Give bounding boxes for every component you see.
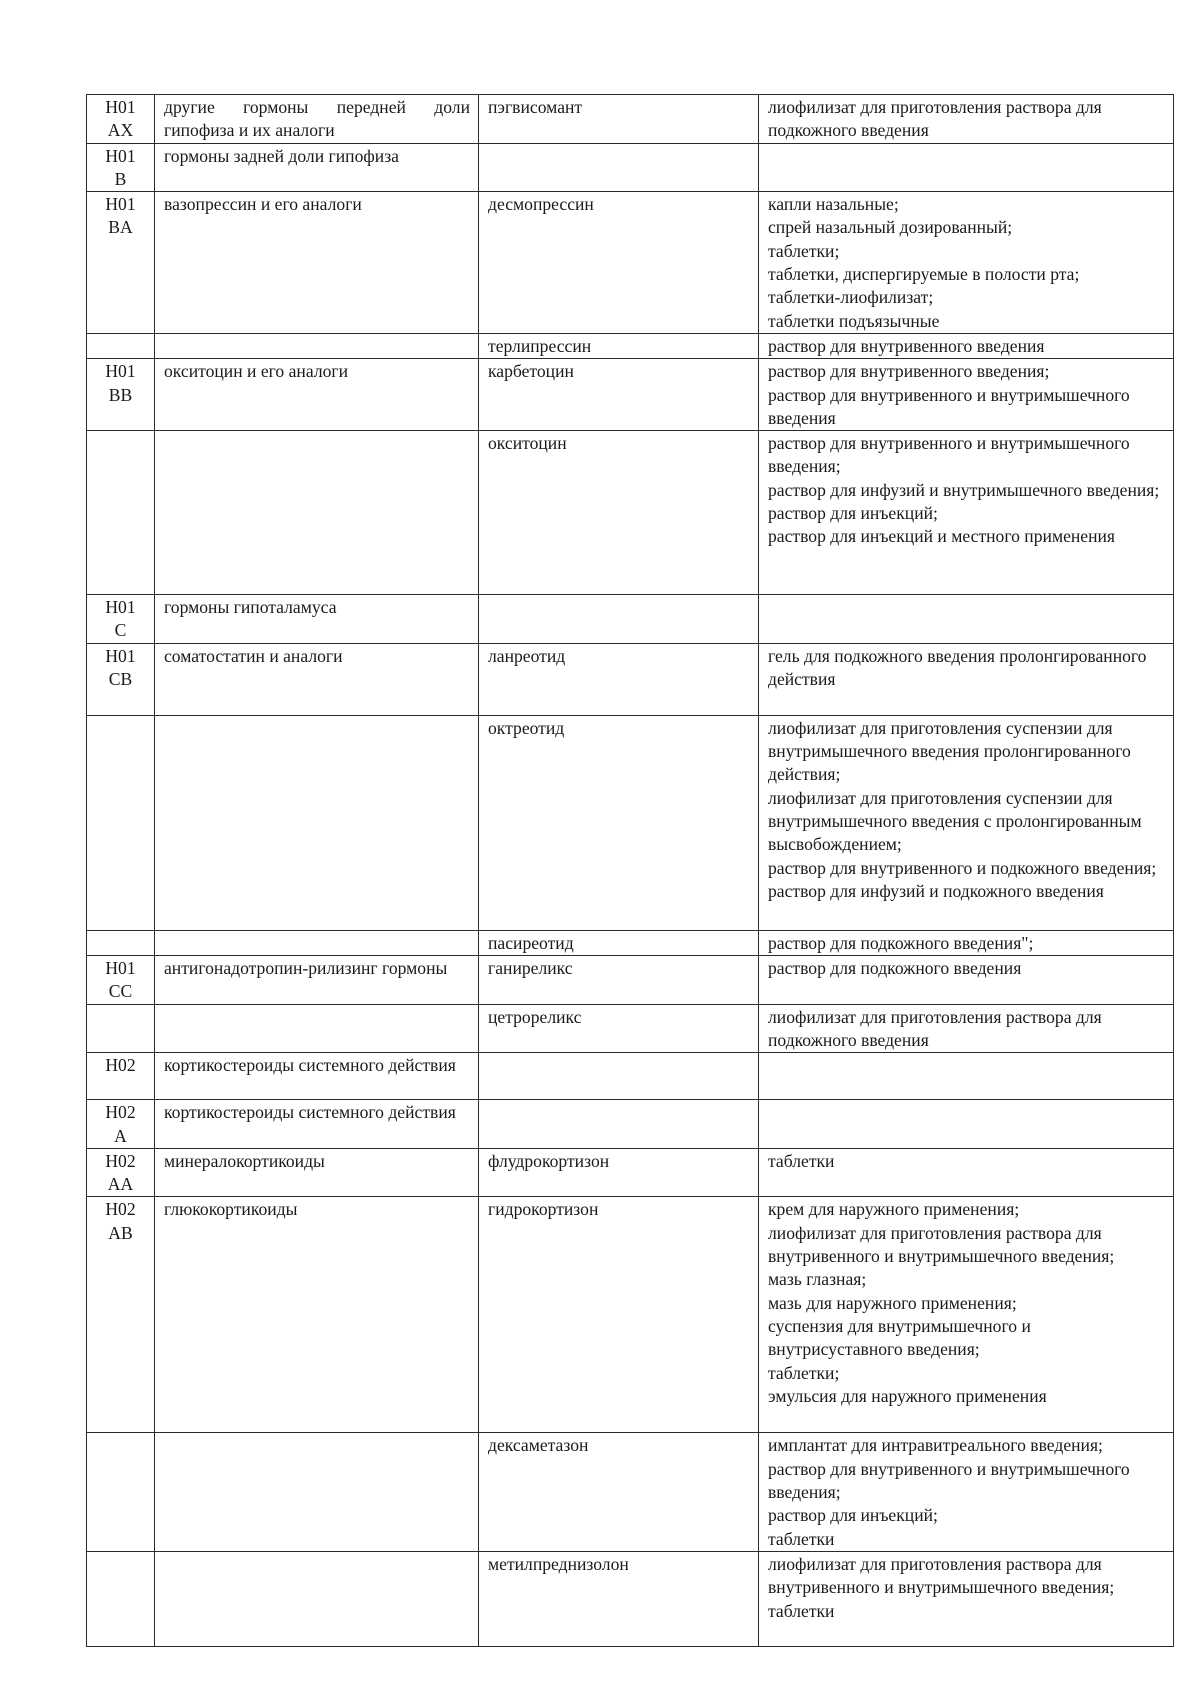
group-name-cell: соматостатин и аналоги: [155, 643, 479, 715]
dosage-forms-cell: [759, 1053, 1174, 1100]
dosage-forms-cell: лиофилизат для приготовления раствора для подкожного введения: [759, 95, 1174, 144]
table-row: [87, 715, 1174, 930]
dosage-forms-cell: раствор для внутривенного и внутримышечного введения; раствор для инфузий и внутримышечного введения; раствор для инъекций; раствор для инъекций и местного применения: [759, 431, 1174, 595]
atc-code-cell: H01 BA: [87, 192, 155, 334]
dosage-forms-cell: раствор для внутривенного введения; раствор для внутривенного и внутримышечного введения: [759, 359, 1174, 431]
group-name-cell: [155, 1004, 479, 1053]
table-row: [87, 333, 1174, 358]
table-row: [87, 643, 1174, 715]
table-row: [87, 1004, 1174, 1053]
table-row: [87, 930, 1174, 955]
drug-name-cell: [479, 143, 759, 192]
group-name-cell: [155, 1551, 479, 1646]
dosage-forms-cell: лиофилизат для приготовления суспензии для внутримышечного введения пролонгированного действия; лиофилизат для приготовления суспензии для внутримышечного введения с пролонгированным высвобождением; раствор для внутривенного и подкожного введения; раствор для инфузий и подкожного введения: [759, 715, 1174, 930]
dosage-forms-cell: крем для наружного применения; лиофилизат для приготовления раствора для внутривенного и внутримышечного введения; мазь глазная; мазь для наружного применения; суспензия для внутримышечного и внутрисуставного введения; таблетки; эмульсия для наружного применения: [759, 1197, 1174, 1433]
dosage-forms-cell: [759, 595, 1174, 644]
atc-code-cell: H01 B: [87, 143, 155, 192]
group-name-cell: кортикостероиды системного действия: [155, 1053, 479, 1100]
drug-name-cell: [479, 1100, 759, 1149]
dosage-forms-cell: лиофилизат для приготовления раствора для внутривенного и внутримышечного введения; таблетки: [759, 1551, 1174, 1646]
group-name-cell: кортикостероиды системного действия: [155, 1100, 479, 1149]
table-row: [87, 1551, 1174, 1646]
atc-code-cell: H02 A: [87, 1100, 155, 1149]
table-body: [87, 95, 1174, 1647]
atc-code-cell: [87, 1433, 155, 1551]
table-row: [87, 1433, 1174, 1551]
dosage-forms-cell: имплантат для интравитреального введения; раствор для внутривенного и внутримышечного введения; раствор для инъекций; таблетки: [759, 1433, 1174, 1551]
dosage-forms-cell: гель для подкожного введения пролонгированного действия: [759, 643, 1174, 715]
dosage-forms-cell: раствор для подкожного введения";: [759, 930, 1174, 955]
drug-name-cell: октреотид: [479, 715, 759, 930]
group-name-cell: другие гормоны передней доли гипофиза и их аналоги: [155, 95, 479, 144]
drug-name-cell: дексаметазон: [479, 1433, 759, 1551]
dosage-forms-cell: [759, 143, 1174, 192]
group-name-cell: [155, 1433, 479, 1551]
drug-name-cell: ланреотид: [479, 643, 759, 715]
dosage-forms-cell: раствор для подкожного введения: [759, 956, 1174, 1005]
drug-name-cell: гидрокортизон: [479, 1197, 759, 1433]
table-row: [87, 192, 1174, 334]
drug-name-cell: флудрокортизон: [479, 1148, 759, 1197]
table-row: [87, 1053, 1174, 1100]
drug-name-cell: десмопрессин: [479, 192, 759, 334]
group-name-cell: глюкокортикоиды: [155, 1197, 479, 1433]
group-name-cell: вазопрессин и его аналоги: [155, 192, 479, 334]
table-row: [87, 143, 1174, 192]
atc-code-cell: [87, 1551, 155, 1646]
atc-code-cell: [87, 715, 155, 930]
drug-name-cell: [479, 595, 759, 644]
drug-name-cell: терлипрессин: [479, 333, 759, 358]
group-name-cell: [155, 431, 479, 595]
atc-code-cell: [87, 930, 155, 955]
group-name-cell: гормоны гипоталамуса: [155, 595, 479, 644]
atc-code-cell: [87, 1004, 155, 1053]
table-row: [87, 95, 1174, 144]
dosage-forms-cell: лиофилизат для приготовления раствора для подкожного введения: [759, 1004, 1174, 1053]
dosage-forms-cell: [759, 1100, 1174, 1149]
table-row: [87, 956, 1174, 1005]
group-name-cell: [155, 333, 479, 358]
group-name-cell: гормоны задней доли гипофиза: [155, 143, 479, 192]
atc-code-cell: H01 BB: [87, 359, 155, 431]
dosage-forms-cell: раствор для внутривенного введения: [759, 333, 1174, 358]
dosage-forms-cell: таблетки: [759, 1148, 1174, 1197]
group-name-cell: окситоцин и его аналоги: [155, 359, 479, 431]
group-name-cell: минералокортикоиды: [155, 1148, 479, 1197]
table-row: [87, 431, 1174, 595]
dosage-forms-cell: капли назальные; спрей назальный дозированный; таблетки; таблетки, диспергируемые в полости рта; таблетки-лиофилизат; таблетки подъязычные: [759, 192, 1174, 334]
drug-name-cell: ганиреликс: [479, 956, 759, 1005]
table-row: [87, 1148, 1174, 1197]
atc-code-cell: H02 AA: [87, 1148, 155, 1197]
drug-name-cell: пасиреотид: [479, 930, 759, 955]
atc-code-cell: H01 CC: [87, 956, 155, 1005]
drug-name-cell: метилпреднизолон: [479, 1551, 759, 1646]
table-row: [87, 595, 1174, 644]
group-name-cell: [155, 930, 479, 955]
atc-code-cell: H01 C: [87, 595, 155, 644]
group-name-cell: антигонадотропин-рилизинг гормоны: [155, 956, 479, 1005]
group-name-cell: [155, 715, 479, 930]
drug-name-cell: цетрореликс: [479, 1004, 759, 1053]
drug-name-cell: пэгвисомант: [479, 95, 759, 144]
table-row: [87, 359, 1174, 431]
drug-name-cell: карбетоцин: [479, 359, 759, 431]
table-row: [87, 1100, 1174, 1149]
atc-code-cell: H01 CB: [87, 643, 155, 715]
atc-code-cell: [87, 333, 155, 358]
table-row: [87, 1197, 1174, 1433]
drug-classification-table: [86, 94, 1174, 1647]
atc-code-cell: H02 AB: [87, 1197, 155, 1433]
drug-name-cell: окситоцин: [479, 431, 759, 595]
atc-code-cell: H01 AX: [87, 95, 155, 144]
drug-name-cell: [479, 1053, 759, 1100]
atc-code-cell: [87, 431, 155, 595]
atc-code-cell: H02: [87, 1053, 155, 1100]
